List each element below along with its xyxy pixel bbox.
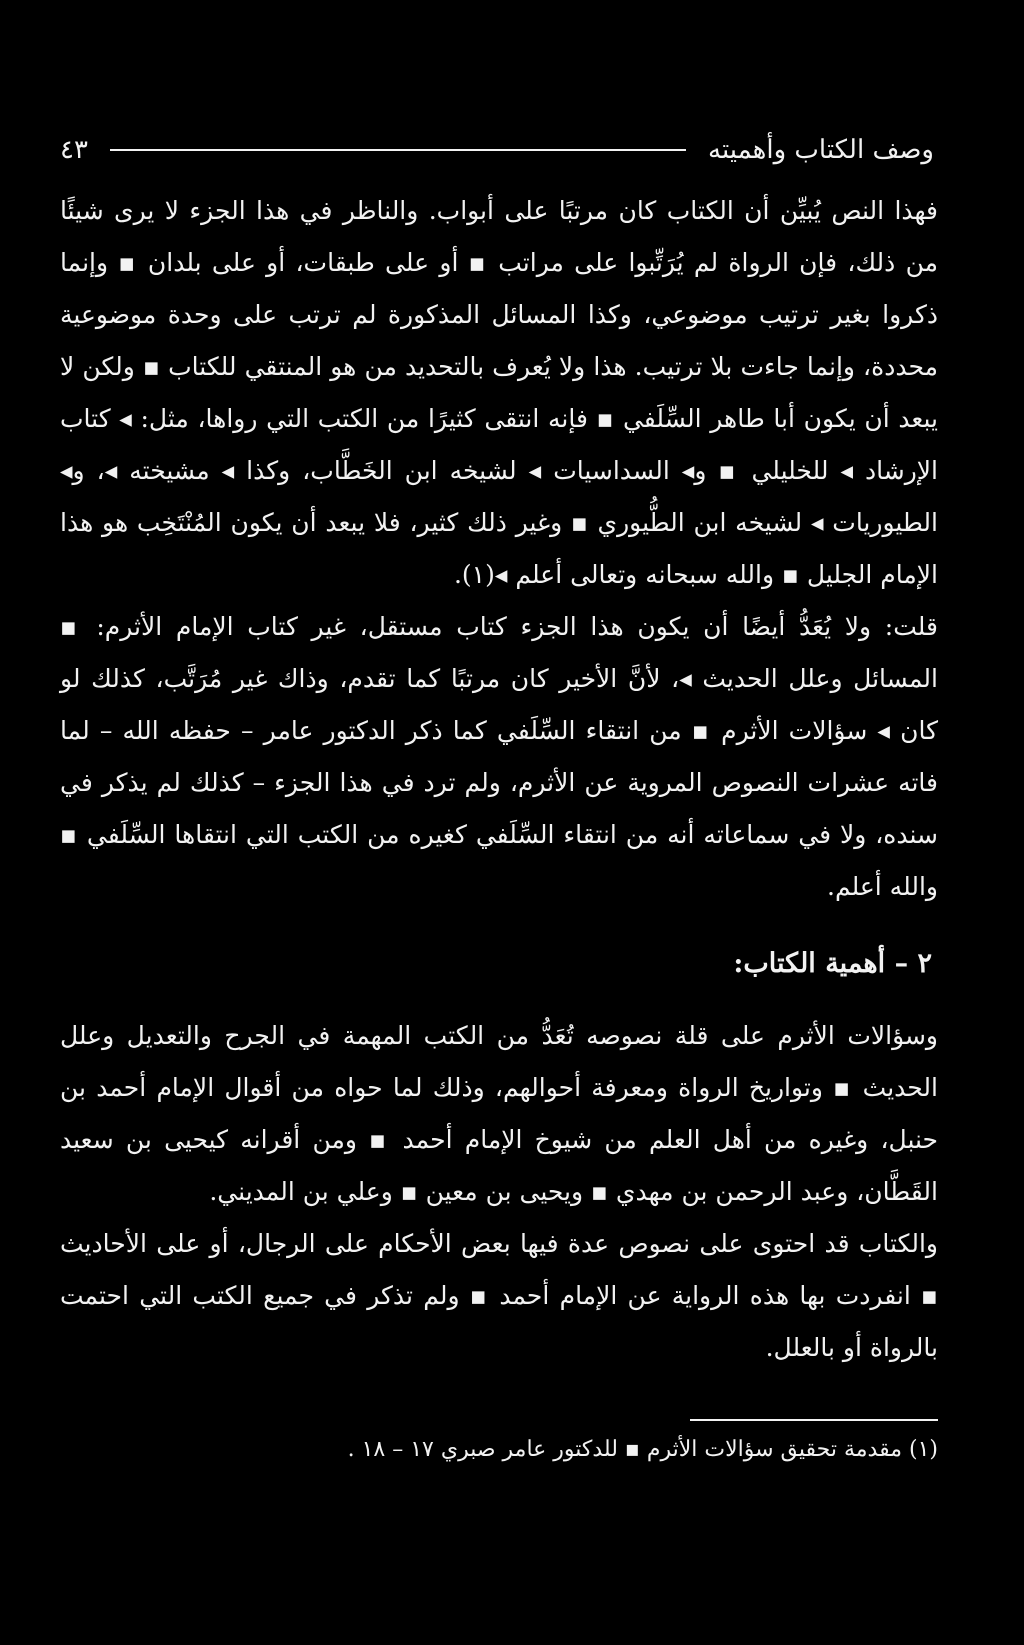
header-rule [110, 149, 686, 151]
running-header-title: وصف الكتاب وأهميته [708, 135, 934, 165]
section-2-body [60, 1010, 938, 1374]
section-2-paragraph-2: والكتاب قد احتوى على نصوص عدة فيها بعض الأحكام على الرجال، أو على الأحاديث ▪ انفردت بها هذه الرواية عن الإمام أحمد ▪ ولم تذكر في جميع الكتب التي احتمت بالرواة أو بالعلل. [60, 1229, 938, 1362]
section-1-paragraph-1: فهذا النص يُبيِّن أن الكتاب كان مرتبًا على أبواب. والناظر في هذا الجزء لا يرى شيئًا من ذلك، فإن الرواة لم يُرَتِّبوا على مراتب ▪ أو على طبقات، أو على بلدان ▪ وإنما ذكروا بغير ترتيب موضوعي، وكذا المسائل المذكورة لم ترتب على وحدة موضوعية محددة، وإنما جاءت بلا ترتيب. هذا ولا يُعرف بالتحديد من هو المنتقي للكتاب ▪ ولكن لا يبعد أن يكون أبا طاهر السِّلَفي ▪ فإنه انتقى كثيرًا من الكتب التي رواها، مثل: ◂ كتاب الإرشاد ◂ للخليلي ▪ و◂ السداسيات ◂ لشيخه ابن الخَطَّاب، وكذا ◂ مشيخته ◂، و◂ الطيوريات ◂ لشيخه ابن الطُّيوري ▪ وغير ذلك كثير، فلا يبعد أن يكون المُنْتَخِب هو هذا الإمام الجليل ▪ والله سبحانه وتعالى أعلم ◂(١). [60, 196, 938, 589]
section-1-paragraph-2: قلت: ولا يُعَدُّ أيضًا أن يكون هذا الجزء كتاب مستقل، غير كتاب الإمام الأثرم: ▪ المسائل وعلل الحديث ◂، لأنَّ الأخير كان مرتبًا كما تقدم، وذاك غير مُرَتَّب، كذلك لو كان ◂ سؤالات الأثرم ▪ من انتقاء السِّلَفي كما ذكر الدكتور عامر – حفظه الله – لما فاته عشرات النصوص المروية عن الأثرم، ولم ترد في هذا الجزء – كذلك لم يذكر في سنده، ولا في سماعاته أنه من انتقاء السِّلَفي كغيره من الكتب التي انتقاها السِّلَفي ▪ والله أعلم. [60, 612, 938, 901]
section-1-body [60, 185, 938, 913]
section-2-heading: ٢ – أهمية الكتاب: [733, 948, 932, 979]
footnote: (١) مقدمة تحقيق سؤالات الأثرم ▪ للدكتور عامر صبري ١٧ – ١٨ . [347, 1437, 938, 1462]
footnote-rule [690, 1419, 938, 1421]
running-header [60, 128, 934, 172]
section-2-paragraph-1: وسؤالات الأثرم على قلة نصوصه تُعَدُّ من الكتب المهمة في الجرح والتعديل وعلل الحديث ▪ وتواريخ الرواة ومعرفة أحوالهم، وذلك لما حواه من أقوال الإمام أحمد بن حنبل، وغيره من أهل العلم من شيوخ الإمام أحمد ▪ ومن أقرانه كيحيى بن سعيد القَطَّان، وعبد الرحمن بن مهدي ▪ ويحيى بن معين ▪ وعلي بن المديني. [60, 1021, 938, 1206]
page-number: ٤٣ [60, 135, 88, 165]
